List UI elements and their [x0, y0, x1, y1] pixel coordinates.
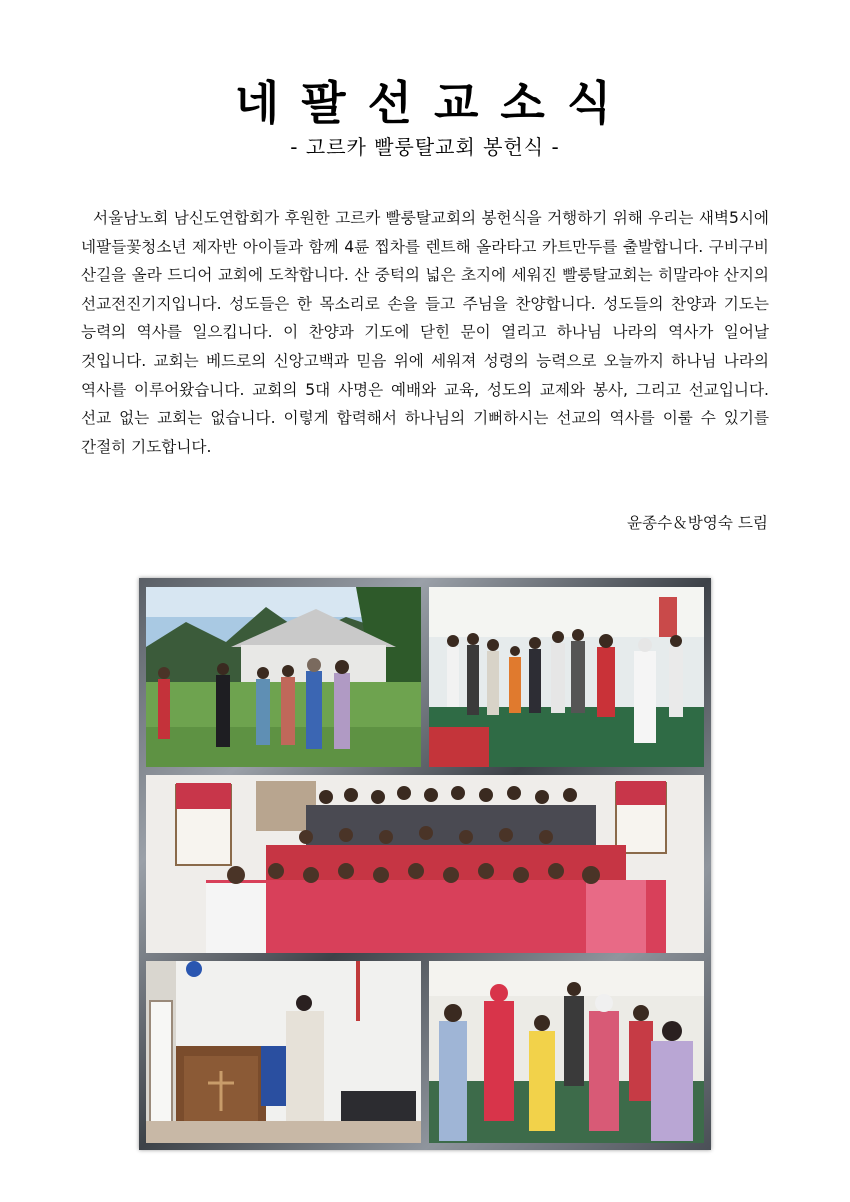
- photo-pulpit-prayer: [146, 961, 421, 1143]
- photo-outdoor-group: [146, 587, 421, 767]
- photo-collage: [139, 578, 711, 1150]
- page-title: 네팔선교소식: [234, 76, 634, 130]
- photo-congregation-wide: [146, 775, 704, 953]
- photo-dancing-praise: [429, 961, 704, 1143]
- signature: 윤종수＆방영숙 드림: [626, 514, 768, 532]
- letter-paragraph: 서울남노회 남신도연합회가 후원한 고르카 빨룽탈교회의 봉헌식을 거행하기 위해 우리는 새벽5시에 네팔들꽃청소년 제자반 아이들과 함께 4륜 찝차를 렌트해 올라타고 카트만두를 출발합니다. 구비구비 산길을 올라 드디어 교회에 도착합니다. 산 중턱의 넓은 초지에 세워진 빨룽탈교회는 히말라야 산지의 선교전진기지입니다. 성도들은 한 목소리로 손을 들고 주님을 찬양합니다. 성도들의 찬양과 기도는 능력의 역사를 일으킵니다. 이 찬양과 기도에 닫힌 문이 열리고 하나님 나라의 역사가 일어날 것입니다. 교회는 베드로의 신앙고백과 믿음 위에 세워져 성령의 능력으로 오늘까지 하나님 나라의 역사를 이루어왔습니다. 교회의 5대 사명은 예배와 교육, 성도의 교제와 봉사, 그리고 선교입니다. 선교 없는 교회는 없습니다. 이렇게 합력해서 하나님의 기뻐하시는 선교의 역사를 이룰 수 있기를 간절히 기도합니다.: [81, 209, 769, 456]
- photo-worship-standing: [429, 587, 704, 767]
- page-subtitle: - 고르카 빨룽탈교회 봉헌식 -: [290, 135, 560, 159]
